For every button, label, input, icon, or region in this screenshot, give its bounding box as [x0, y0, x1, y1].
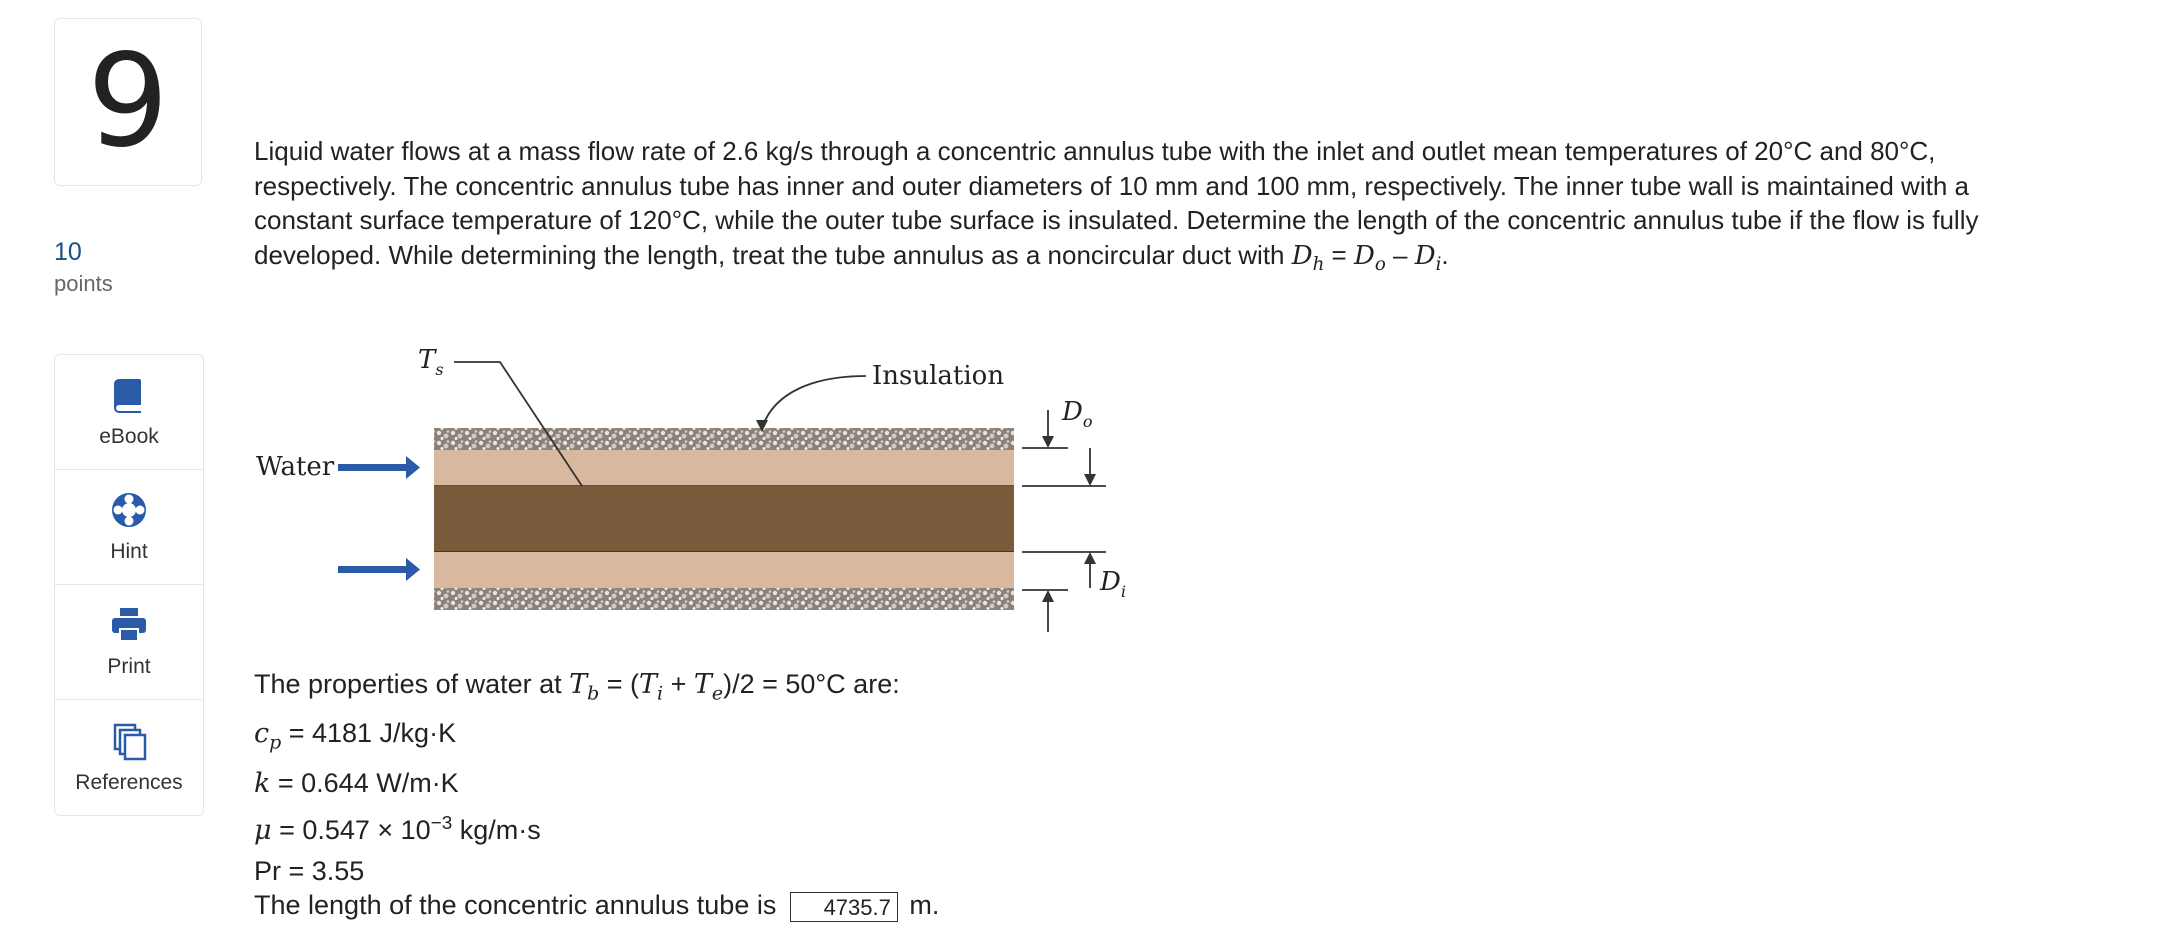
copy-icon: [109, 721, 149, 761]
annulus-diagram: [254, 340, 1154, 640]
answer-line: [254, 890, 939, 922]
property-mu: $\mu = 0.547 \times 10^{-3}$ kg/m·s: [254, 812, 541, 846]
insulation-bottom: [434, 588, 1014, 610]
properties-intro: The properties of water at $T_b = (T_i + T_e)/2 = 50^\circ C$ are:: [254, 669, 900, 705]
insulation-top: [434, 428, 1014, 450]
water-arrow-top: [338, 456, 420, 479]
formula-equals: =: [1324, 239, 1354, 270]
book-icon: [109, 375, 149, 415]
lifebuoy-icon: [109, 490, 149, 530]
print-label: Print: [107, 655, 151, 678]
do-label: $D_o$: [1062, 397, 1093, 431]
points-value: 10: [54, 238, 82, 266]
answer-unit: m.: [909, 890, 940, 920]
dh-symbol: D: [1291, 240, 1313, 271]
dh-subscript: h: [1312, 253, 1325, 275]
ebook-label: eBook: [99, 425, 159, 448]
references-label: References: [75, 770, 183, 794]
water-label: Water: [256, 452, 335, 482]
do-symbol: D: [1353, 240, 1375, 271]
hint-button[interactable]: [55, 470, 203, 585]
do-subscript: o: [1374, 253, 1386, 275]
formula-end: .: [1441, 239, 1449, 270]
print-button[interactable]: [55, 585, 203, 700]
hint-label: Hint: [110, 540, 148, 563]
property-pr: Pr = 3.55: [254, 855, 365, 886]
printer-icon: [109, 605, 149, 645]
di-subscript: i: [1435, 253, 1442, 275]
points-indicator: [54, 236, 113, 300]
problem-text: Liquid water flows at a mass flow rate of 2.6 kg/s through a concentric annulus tube with the inlet and outlet mean temperatures of 20°C and 80°C, respectively. The concentric annulus tube has inner and outer diameters of 10 mm and 100 mm, respectively. The inner tube wall is maintained with a constant surface temperature of 120°C, while the outer tube surface is insulated. Determine the length of the concentric annulus tube if the flow is fully developed. While determining the length, treat the tube annulus as a noncircular duct with: [254, 136, 1979, 270]
annulus-bottom: [434, 552, 1014, 588]
property-cp: $c_p = 4181$ J/kg·K: [254, 718, 457, 754]
inner-tube: [434, 486, 1014, 552]
question-number: 9: [54, 18, 202, 186]
insulation-leader: [762, 376, 866, 428]
ts-label: $T_s$: [418, 345, 444, 379]
water-properties: [254, 664, 900, 891]
answer-prefix: The length of the concentric annulus tube is: [254, 890, 777, 920]
references-button[interactable]: [55, 700, 203, 815]
points-label: points: [54, 271, 113, 296]
di-label: $D_i$: [1100, 567, 1126, 601]
answer-input[interactable]: 4735.7: [790, 892, 898, 922]
problem-statement: [254, 134, 2014, 282]
tools-panel: [54, 354, 204, 816]
property-k: k = 0.644 W/m·K: [254, 767, 459, 799]
ebook-button[interactable]: [55, 355, 203, 470]
annulus-top: [434, 450, 1014, 486]
water-arrow-bottom: [338, 558, 420, 581]
insulation-label: Insulation: [872, 361, 1005, 391]
formula-minus: –: [1385, 239, 1415, 270]
di-symbol: D: [1414, 240, 1436, 271]
